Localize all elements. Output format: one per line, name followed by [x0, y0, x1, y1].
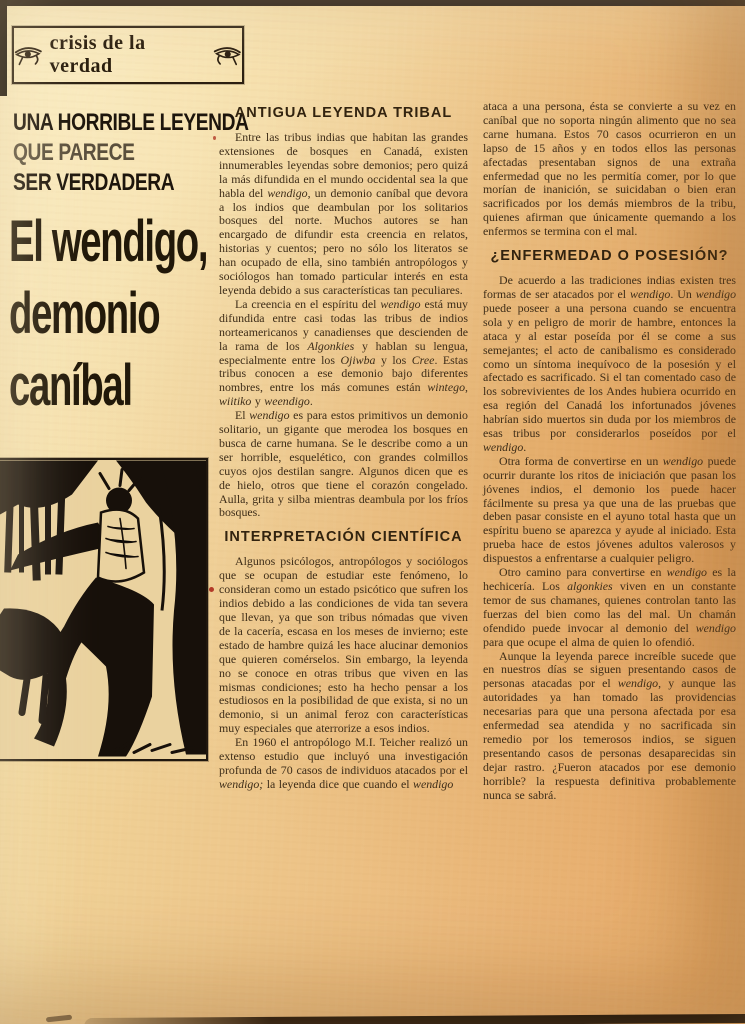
article-subheading: ANTIGUA LEYENDA TRIBAL: [234, 105, 453, 121]
article-paragraph: La creencia en el espíritu del wendigo está muy difundida entre casi todas las tribus de indios norteamericanos y canadienses que descienden de la rama de los Algonkies y hablan su lengua, especialmente entre los Ojiwba y los Cree. Estas tribus conocen a ese demonio bajo diferentes nombres, entre los más comunes están wintego, wiitiko y weendigo.: [219, 296, 468, 409]
article-paragraph: Algunos psicólogos, antropólogos y sociólogos que se ocupan de estudiar este fenómeno, lo consideran como un estado psicótico que sufren los indios debido a las condiciones de vida tan severa que llevan, ya que son tribus nómadas que viven de la cacería, escasa en los meses de invierno; este estado de hambre quizá les hace alucinar demonios que quieren comérselos. Sin embargo, la leyenda no se conoce en otras tribus que viven en las mismas condiciones; esto ha hecho pensar a los estudiosos en la posibilidad de que exista, si no un demonio, si un animal feroz con características muy especiales que aterrorize a esos indios.: [219, 554, 468, 736]
article-title: [9, 206, 219, 422]
article-paragraph: ataca a una persona, ésta se convierte a su vez en caníbal que no soporta ningún alimento que no sea carne humana. Estos 70 casos ocurrieron en un lapso de 15 años y en todos ellos las personas afectadas presentaban signos de una extraña enfermedad que no les permitía comer, por lo que morían de inanición, se suicidaban o bien eran sacrificados por los demás miembros de la tribu, quienes afirman que únicamente quemando a los enfermos se termina con el mal.: [483, 99, 736, 239]
registration-dot: [209, 587, 214, 592]
article-paragraph: Otra forma de convertirse en un wendigo puede ocurrir durante los ritos de iniciación que pasan los jóvenes indios, el demonio los puede hacer fácilmente su presa ya que una de las pruebas que deben pasar consiste en el ayuno total hasta que un espíritu bueno se aparezca y ayude al iniciado. Esta prueba hace de estos jóvenes adultos valerosos y dispuestos a enfrentarse a cualquier peligro.: [483, 453, 737, 566]
article-paragraph: En 1960 el antropólogo M.I. Teicher realizó un extenso estudio que incluyó una investigación profunda de 70 casos de individuos atacados por el wendigo; la leyenda dice que cuando el wendigo: [219, 735, 468, 791]
eye-of-horus-icon: [14, 43, 43, 67]
scan-edge-top: [0, 0, 745, 6]
article-paragraph: Entre las tribus indias que habitan las grandes extensiones de bosques en Canadá, existen innumerables leyendas sobre demonios; pero quizá la más difundida en el mundo occidental sea la que habla del wendigo, un demonio caníbal que devora a los indios que deambulan por los solitarios bosques del norte. Muchos autores se han encargado de difundir esta creencia en relatos, historias y cuentos; pero no sólo los literatos se han ocupado de ella, sino también antropólogos y sociólogos han tomado particular interés en esta leyenda debido a sus características tan peculiares.: [219, 130, 468, 297]
article-column-middle: [219, 104, 468, 964]
title-line: demonio: [9, 281, 160, 346]
article-paragraph: Otro camino para convertirse en wendigo es la hechicería. Los algonkies viven en un constante temor de sus chamanes, quienes controlan tanto las fuerzas del bien como las del mal. Un chamán ofendido puede invocar al demonio del wendigo para que ocupe el alma de quien lo ofendió.: [483, 565, 737, 649]
eye-of-horus-icon: [213, 43, 242, 67]
article-paragraph: Aunque la leyenda parece increíble sucede que en nuestros días se siguen presentando casos de personas atacadas por el wendigo, y aunque las autoridades ya han tomado las providencias necesarias para que una persona afectada por esa enfermedad sea atendida y no sacrificada sin remedio por los temerosos indios, se siguen presentando casos de personas desaparecidas sin dejar rastro. ¿Fueron atacados por ese demonio horrible? la respuesta definitiva probablemente nunca se sabrá.: [483, 648, 736, 802]
scan-edge-left: [0, 0, 7, 96]
wendigo-illustration: [0, 458, 208, 761]
article-column-right: [483, 100, 736, 970]
section-header: [12, 26, 244, 84]
article-paragraph: El wendigo es para estos primitivos un demonio solitario, un gigante que merodea los bosques en busca de carne humana. Se le describe como a un ser horrible, esquelético, con grandes colmillos cuyos ojos destilan sangre. Algunos dicen que es de hielo, otros que tiene el corazón congelado. Aulla, grita y silba mientras deambula por los fríos bosques.: [219, 408, 469, 520]
article-subheading: INTERPRETACIÓN CIENTÍFICA: [224, 529, 463, 546]
section-title: crisis de la verdad: [49, 32, 146, 77]
article-subheading: ¿ENFERMEDAD O POSESIÓN?: [490, 248, 729, 265]
kicker-line: QUE PARECE: [13, 139, 135, 166]
article-paragraph: De acuerdo a las tradiciones indias existen tres formas de ser atacados por el wendigo. Un wendigo puede poseer a una persona cuando se encuentra sola y en peligro de morir de hambre, entonces la ataca y al estar poseída por él se come a sus semejantes; el acto de canibalismo es considerado como un síntoma inequívoco de la posesión y el afectado es sacrificado. Si el tan comentado caso de los sobrevivientes de los Andes hubiera ocurrido en esa región del Canadá los infortunados jóvenes habrían sido muertos sin duda por los miembros de esas tribus por considerarlos poseídos por el wendigo.: [483, 273, 737, 454]
scan-edge-bottom: [84, 1014, 745, 1024]
kicker-line: SER VERDADERA: [13, 169, 175, 196]
article-kicker: [13, 108, 249, 198]
kicker-line: UNA HORRIBLE LEYENDA: [13, 109, 249, 136]
title-line: El wendigo,: [9, 209, 208, 274]
title-line: caníbal: [9, 353, 132, 418]
wendigo-ink-drawing: [0, 460, 206, 759]
scan-speck: [46, 1015, 72, 1023]
